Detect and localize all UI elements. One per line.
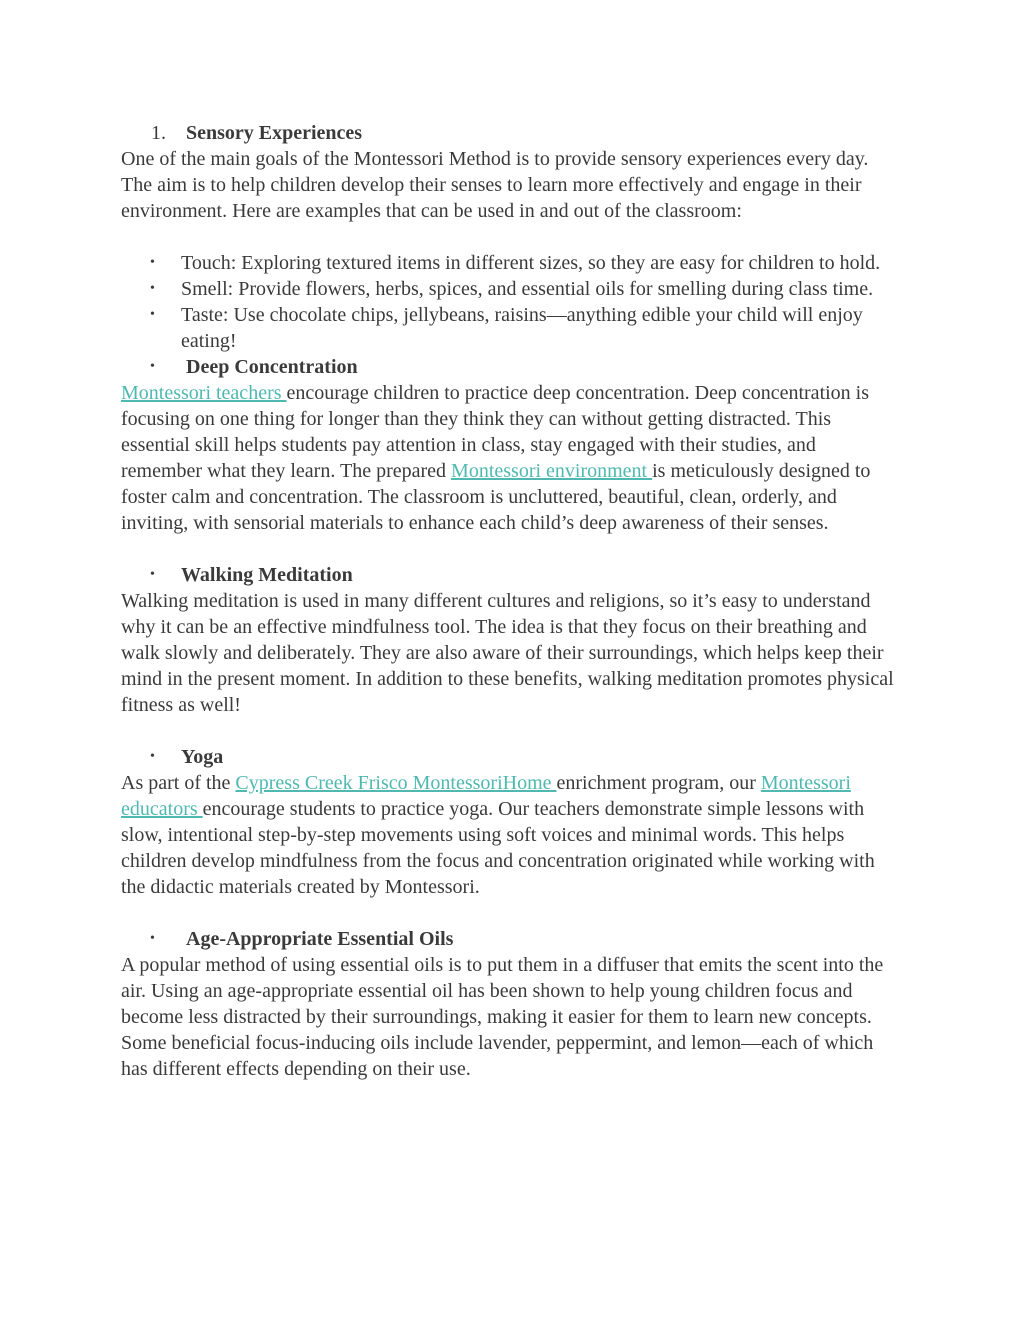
list-item-text: Smell: Provide flowers, herbs, spices, and essential oils for smelling during class time. [181, 278, 874, 300]
section-title: Age-Appropriate Essential Oils [186, 928, 454, 950]
montessori-teachers-link[interactable]: Montessori teachers [121, 382, 287, 404]
article-content [121, 120, 901, 1082]
section-title: Deep Concentration [186, 356, 358, 378]
section-heading-sensory [121, 120, 901, 146]
paragraph-walking: Walking meditation is used in many different cultures and religions, so it’s easy to understand why it can be an effective mindfulness tool. The idea is that they focus on their breathing and walk slowly and deliberately. They are also aware of their surroundings, which helps keep their mind in the present moment. In addition to these benefits, walking meditation promotes physical fitness as well! [121, 590, 894, 716]
section-heading-walking [121, 562, 901, 588]
bullet-icon: • [150, 931, 155, 946]
sensory-list [121, 250, 901, 354]
section-title: Sensory Experiences [186, 122, 363, 144]
list-item-text: Taste: Use chocolate chips, jellybeans, raisins—anything edible your child will enjoy eating! [181, 304, 863, 352]
section-heading-yoga [121, 744, 901, 770]
spacer [121, 900, 901, 926]
paragraph-oils: A popular method of using essential oils is to put them in a diffuser that emits the scent into the air. Using an age-appropriate essential oil has been shown to help young children focus and become less distracted by their surroundings, making it easier for them to learn new concepts. Some beneficial focus-inducing oils include lavender, peppermint, and lemon—each of which has different effects depending on their use. [121, 954, 884, 1080]
paragraph-text: is meticulously designed to foster calm and concentration. The classroom is uncluttered, beautiful, clean, orderly, and inviting, with sensorial materials to enhance each child’s deep awareness of their senses. [121, 460, 871, 534]
paragraph-text: enrichment program, our [556, 772, 761, 794]
list-item [121, 250, 901, 276]
section-heading-concentration [121, 354, 901, 380]
bullet-icon: • [150, 307, 155, 322]
paragraph-text: encourage children to practice deep concentration. Deep concentration is focusing on one thing for longer than they think they can without getting distracted. This essential skill helps students pay attention in class, stay engaged with their studies, and remember what they learn. The prepared [121, 382, 870, 482]
list-item-text: Touch: Exploring textured items in different sizes, so they are easy for children to hold. [181, 252, 881, 274]
montessori-environment-link[interactable]: Montessori environment [451, 460, 653, 482]
paragraph-text: encourage students to practice yoga. Our teachers demonstrate simple lessons with slow, intentional step-by-step movements using soft voices and minimal words. This helps children develop mindfulness from the focus and concentration originated while working with the didactic materials created by Montessori. [121, 798, 875, 898]
section-title: Walking Meditation [181, 564, 353, 586]
list-number: 1. [151, 122, 166, 144]
spacer [121, 536, 901, 562]
list-item [121, 276, 901, 302]
paragraph-concentration [121, 380, 901, 536]
spacer [121, 224, 901, 250]
paragraph-sensory-intro: One of the main goals of the Montessori Method is to provide sensory experiences every day. The aim is to help children develop their senses to learn more effectively and engage in their environment. Here are examples that can be used in and out of the classroom: [121, 148, 869, 222]
paragraph-yoga [121, 770, 901, 900]
spacer [121, 718, 901, 744]
section-title: Yoga [181, 746, 224, 768]
cypress-creek-link[interactable]: Cypress Creek Frisco MontessoriHome [235, 772, 557, 794]
bullet-icon: • [150, 567, 155, 582]
bullet-icon: • [150, 281, 155, 296]
bullet-icon: • [150, 359, 155, 374]
bullet-icon: • [150, 749, 155, 764]
paragraph-text: As part of the [121, 772, 236, 794]
list-item [121, 302, 901, 354]
section-heading-oils [121, 926, 901, 952]
bullet-icon: • [150, 255, 155, 270]
montessori-educators-link[interactable]: Montessori educators [121, 772, 851, 820]
